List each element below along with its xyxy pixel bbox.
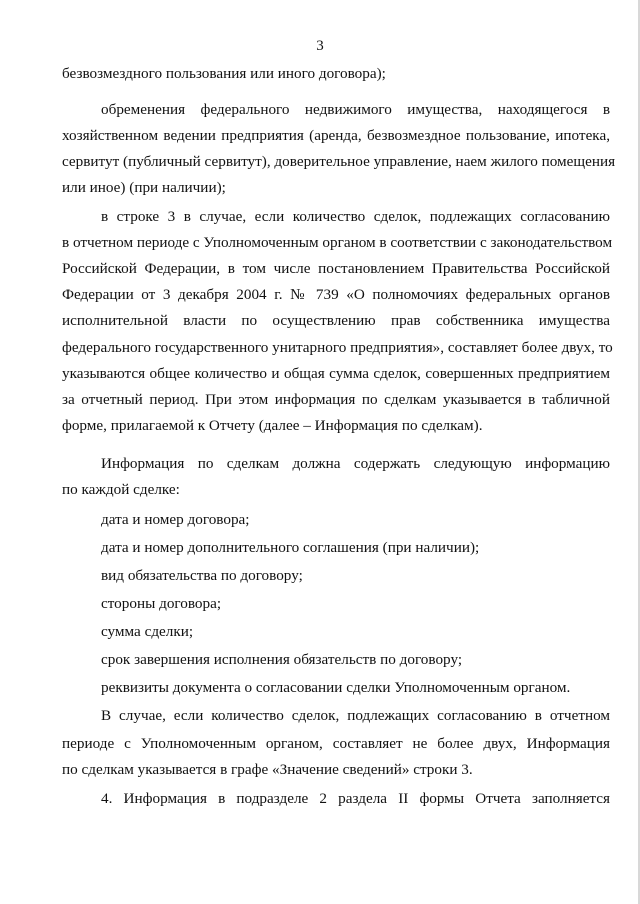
list-item: вид обязательства по договору; xyxy=(101,567,303,584)
list-item: дата и номер договора; xyxy=(101,511,250,528)
text-line: В случае, если количество сделок, подлежащих согласованию в отчетном xyxy=(101,707,610,724)
text-line: форме, прилагаемой к Отчету (далее – Информация по сделкам). xyxy=(62,417,483,434)
text-line: сервитут (публичный сервитут), доверительное управление, наем жилого помещения xyxy=(62,153,616,170)
text-line: федерального государственного унитарного предприятия», составляет более двух, то xyxy=(62,339,613,356)
text-line: обременения федерального недвижимого имущества, находящегося в xyxy=(101,101,610,118)
text-line: по каждой сделке: xyxy=(62,481,180,498)
text-line: Информация по сделкам должна содержать следующую информацию xyxy=(101,455,610,472)
text-line: в строке 3 в случае, если количество сделок, подлежащих согласованию xyxy=(101,208,610,225)
list-item: дата и номер дополнительного соглашения (при наличии); xyxy=(101,539,480,556)
text-line: исполнительной власти по осуществлению прав собственника имущества xyxy=(62,312,610,329)
text-line: хозяйственном ведении предприятия (аренда, безвозмездное пользование, ипотека, xyxy=(62,127,610,144)
text-line: по сделкам указывается в графе «Значение сведений» строки 3. xyxy=(62,761,473,778)
text-line: Федерации от 3 декабря 2004 г. № 739 «О полномочиях федеральных органов xyxy=(62,286,610,303)
page-number: 3 xyxy=(316,38,324,54)
list-item: реквизиты документа о согласовании сделки Уполномоченным органом. xyxy=(101,679,571,696)
text-line: безвозмездного пользования или иного договора); xyxy=(62,65,386,82)
text-line: указываются общее количество и общая сумма сделок, совершенных предприятием xyxy=(62,365,610,382)
list-item: срок завершения исполнения обязательств по договору; xyxy=(101,651,463,668)
text-line: Российской Федерации, в том числе постановлением Правительства Российской xyxy=(62,260,610,277)
list-item: стороны договора; xyxy=(101,595,222,612)
text-line: за отчетный период. При этом информация по сделкам указывается в табличной xyxy=(62,391,610,408)
text-line: или иное) (при наличии); xyxy=(62,179,226,196)
text-line: 4. Информация в подразделе 2 раздела II формы Отчета заполняется xyxy=(101,790,610,807)
text-line: в отчетном периоде с Уполномоченным органом в соответствии с законодательством xyxy=(62,234,613,251)
list-item: сумма сделки; xyxy=(101,623,194,640)
text-line: периоде с Уполномоченным органом, составляет не более двух, Информация xyxy=(62,735,610,752)
